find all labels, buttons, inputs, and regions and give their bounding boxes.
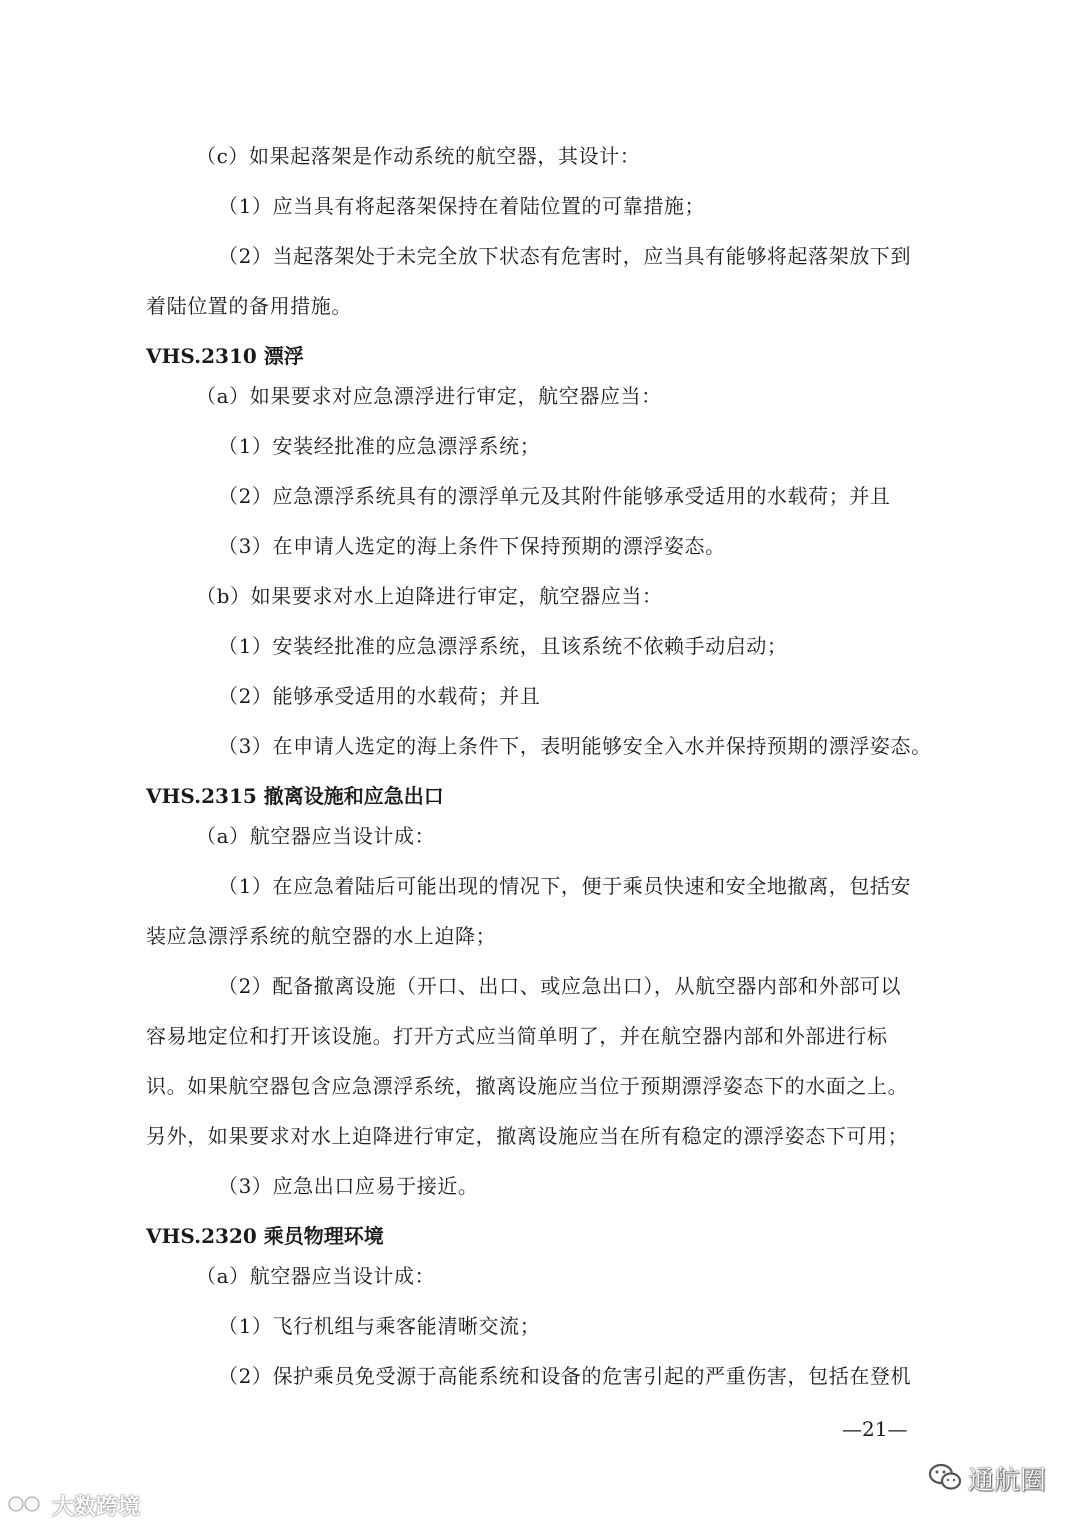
section-heading: VHS.2320 乘员物理环境 [146, 1224, 384, 1248]
text-line: （a）航空器应当设计成： [196, 1264, 436, 1288]
text-line: （2）应急漂浮系统具有的漂浮单元及其附件能够承受适用的水载荷；并且 [218, 484, 891, 508]
wechat-icon [928, 1462, 962, 1496]
watermark-right-text: 通航圈 [968, 1466, 1047, 1496]
text-line: （1）安装经批准的应急漂浮系统； [218, 434, 541, 458]
watermark-logo-icon [6, 1492, 46, 1520]
text-line: （2）当起落架处于未完全放下状态有危害时，应当具有能够将起落架放下到 [218, 244, 912, 268]
section-heading: VHS.2315 撤离设施和应急出口 [146, 784, 444, 808]
page-number: —21— [842, 1417, 908, 1441]
text-line: （3）在申请人选定的海上条件下保持预期的漂浮姿态。 [218, 534, 726, 558]
text-line: （a）如果要求对应急漂浮进行审定，航空器应当： [196, 384, 662, 408]
watermark-left [6, 1490, 140, 1521]
text-line: 识。如果航空器包含应急漂浮系统，撤离设施应当位于预期漂浮姿态下的水面之上。 [146, 1074, 909, 1098]
text-line: （2）配备撤离设施（开口、出口、或应急出口），从航空器内部和外部可以 [218, 974, 902, 998]
text-line: （2）保护乘员免受源于高能系统和设备的危害引起的严重伤害，包括在登机 [218, 1364, 912, 1388]
watermark-left-text: 大数跨境 [52, 1495, 141, 1520]
text-line: （3）应急出口应易于接近。 [218, 1174, 479, 1198]
text-line: （a）航空器应当设计成： [196, 824, 436, 848]
section-heading: VHS.2310 漂浮 [146, 344, 304, 368]
text-line: （2）能够承受适用的水载荷；并且 [218, 684, 541, 708]
text-line: （b）如果要求对水上迫降进行审定，航空器应当： [196, 584, 663, 608]
text-line: （1）应当具有将起落架保持在着陆位置的可靠措施； [218, 194, 706, 218]
text-line: （1）在应急着陆后可能出现的情况下，便于乘员快速和安全地撤离，包括安 [218, 874, 912, 898]
text-line: （1）飞行机组与乘客能清晰交流； [218, 1314, 541, 1338]
text-line: （1）安装经批准的应急漂浮系统，且该系统不依赖手动启动； [218, 634, 788, 658]
watermark-right [928, 1460, 1046, 1497]
text-line: 容易地定位和打开该设施。打开方式应当简单明了，并在航空器内部和外部进行标 [146, 1024, 888, 1048]
text-line: 着陆位置的备用措施。 [146, 294, 352, 318]
text-line: 装应急漂浮系统的航空器的水上迫降； [146, 924, 497, 948]
text-line: （3）在申请人选定的海上条件下，表明能够安全入水并保持预期的漂浮姿态。 [218, 734, 932, 758]
text-line: 另外，如果要求对水上迫降进行审定，撤离设施应当在所有稳定的漂浮姿态下可用； [146, 1124, 909, 1148]
text-line: （c）如果起落架是作动系统的航空器，其设计： [196, 144, 641, 168]
